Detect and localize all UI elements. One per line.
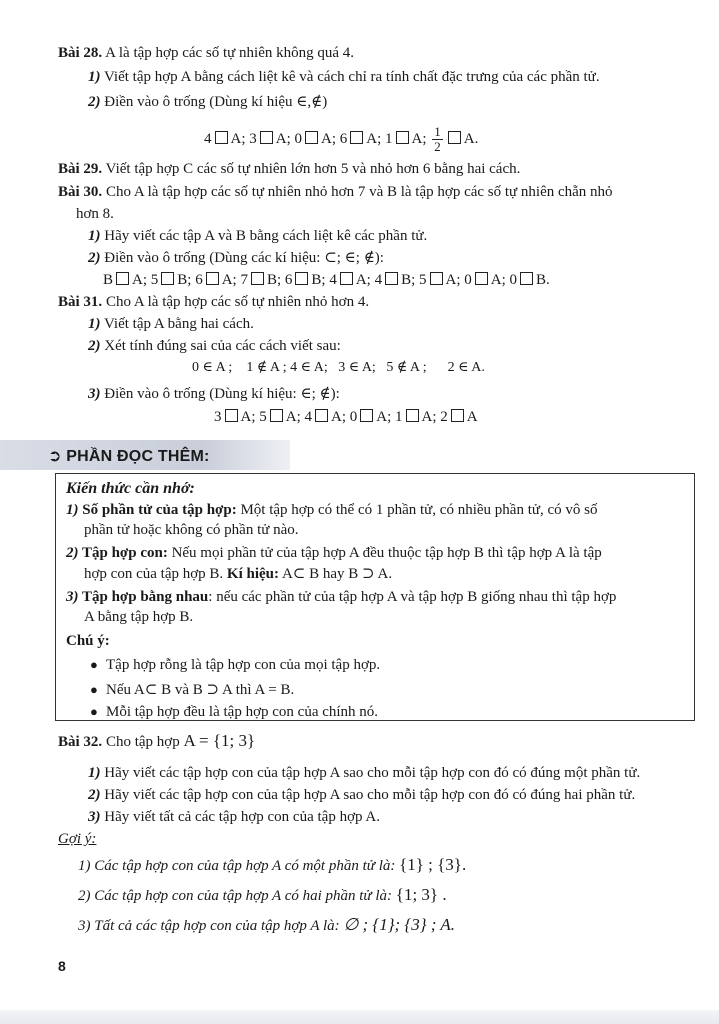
item-text: : nếu các phần tử của tập hợp A và tập hợp B giống nhau thì tập hợp xyxy=(208,589,617,605)
fraction-numerator: 1 xyxy=(434,124,441,139)
item-text: Một tập hợp có thể có 1 phần tử, có nhiều phần tử, có vô số xyxy=(236,502,598,518)
fraction xyxy=(432,125,443,154)
row-part: B; 4 xyxy=(311,272,337,288)
bai31-q1 xyxy=(88,315,254,333)
row-part: A; 0 xyxy=(490,272,518,288)
q-text: Xét tính đúng sai của các cách viết sau: xyxy=(100,338,341,354)
note-item: Tập hợp rỗng là tập hợp con của mọi tập hợp. xyxy=(106,657,381,673)
q-text: Hãy viết tất cả các tập hợp con của tập hợp A. xyxy=(100,809,381,825)
row-part: A; 2 xyxy=(421,409,448,425)
bai30-text: Cho A là tập hợp các số tự nhiên nhỏ hơn 7 và B là tập hợp các số tự nhiên chẵn nhỏ xyxy=(102,184,613,200)
blank-box[interactable] xyxy=(448,131,461,144)
blank-box[interactable] xyxy=(305,131,318,144)
bai32-q3 xyxy=(88,808,380,826)
page-number: 8 xyxy=(58,958,66,974)
bai29-text: Viết tập hợp C các số tự nhiên lớn hơn 5 và nhỏ hơn 6 bằng hai cách. xyxy=(102,161,521,177)
row-part: B xyxy=(103,272,114,288)
q-number: 1) xyxy=(88,765,101,781)
knowledge-item-2 xyxy=(66,544,602,562)
arrow-icon: ➲ xyxy=(48,448,62,465)
blank-box[interactable] xyxy=(385,272,398,285)
blank-box[interactable] xyxy=(225,409,238,422)
blank-box[interactable] xyxy=(295,272,308,285)
note-item: Nếu A⊂ B và B ⊃ A thì A = B. xyxy=(106,682,295,698)
knowledge-item-3-cont: A bằng tập hợp B. xyxy=(84,609,194,625)
q-number: 1) xyxy=(88,316,101,332)
bullet-icon: ● xyxy=(90,657,98,672)
row-part: A; 0 xyxy=(445,272,472,288)
q-text: Điền vào ô trống (Dùng kí hiệu ∈,∉) xyxy=(100,94,328,110)
row-part: B; 6 xyxy=(266,272,293,288)
hint-3 xyxy=(78,916,455,935)
bai32-text: Cho tập hợp xyxy=(102,734,184,750)
blank-box[interactable] xyxy=(475,272,488,285)
bai31-title: Bài 31. xyxy=(58,294,103,310)
q-number: 1) xyxy=(88,69,101,85)
row-part: A; 5 xyxy=(240,409,267,425)
fraction-denominator: 2 xyxy=(434,139,441,154)
note-item: Mỗi tập hợp đều là tập hợp con của chính nó. xyxy=(106,704,379,720)
q-number: 1) xyxy=(88,228,101,244)
blank-box[interactable] xyxy=(360,409,373,422)
q-number: 3) xyxy=(88,386,101,402)
bai29-line xyxy=(58,160,520,178)
row-part: A. xyxy=(463,130,479,147)
item-term: Tập hợp con: xyxy=(78,545,168,561)
hint-sets: ∅ ; {1}; {3} ; A. xyxy=(343,915,455,934)
bai31-q2 xyxy=(88,337,341,355)
blank-box[interactable] xyxy=(430,272,443,285)
hint-text: 1) Các tập hợp con của tập hợp A có một phần tử là: xyxy=(78,858,396,874)
row-part: A xyxy=(466,409,478,425)
item-term: Tập hợp bằng nhau xyxy=(78,589,209,605)
row-part: A; 4 xyxy=(355,272,383,288)
row-part: A; xyxy=(411,130,427,147)
q-text: Điền vào ô trống (Dùng kí hiệu: ∈; ∉): xyxy=(100,386,340,402)
item-number: 1) xyxy=(66,502,79,518)
blank-box[interactable] xyxy=(315,409,328,422)
row-part: B; 5 xyxy=(401,272,427,288)
row-part: A; 4 xyxy=(285,409,312,425)
blank-box[interactable] xyxy=(340,272,353,285)
bai30-q1 xyxy=(88,227,427,245)
blank-box[interactable] xyxy=(451,409,464,422)
bai28-fill-row xyxy=(204,125,478,154)
q-number: 2) xyxy=(88,250,101,266)
row-part: A; 5 xyxy=(132,272,159,288)
q-number: 2) xyxy=(88,338,101,354)
bullet-icon: ● xyxy=(90,704,98,719)
bai31-statements: 0 ∈ A ; 1 ∉ A ; 4 ∈ A; 3 ∈ A; 5 ∉ A ; 2 ∈ A. xyxy=(192,360,485,375)
q-text: Viết tập hợp A bằng cách liệt kê và cách chỉ ra tính chất đặc trưng của các phần tử. xyxy=(100,69,600,85)
q-text: Hãy viết các tập hợp con của tập hợp A sao cho mỗi tập hợp con đó có đúng hai phần tử. xyxy=(100,787,636,803)
row-part: A; 0 xyxy=(275,130,302,147)
item-term: Số phần tử của tập hợp: xyxy=(78,502,237,518)
hint-2 xyxy=(78,886,447,905)
item-symbol-label: Kí hiệu: xyxy=(226,566,280,582)
section-title-text: PHẦN ĐỌC THÊM: xyxy=(66,448,210,465)
row-part: A; 3 xyxy=(230,130,257,147)
page-bottom-edge xyxy=(0,1010,719,1024)
row-part: A; 6 xyxy=(321,130,348,147)
knowledge-item-1 xyxy=(66,501,598,519)
hint-1 xyxy=(78,856,466,875)
bai30-fill-row xyxy=(103,271,550,289)
knowledge-item-2-cont xyxy=(84,565,392,583)
q-text: Hãy viết các tập hợp con của tập hợp A sao cho mỗi tập hợp con đó có đúng một phần tử. xyxy=(100,765,641,781)
blank-box[interactable] xyxy=(206,272,219,285)
bai31-fill-row xyxy=(214,408,478,426)
row-part: A; 7 xyxy=(221,272,248,288)
blank-box[interactable] xyxy=(215,131,228,144)
bai28-text: A là tập hợp các số tự nhiên không quá 4. xyxy=(102,45,355,61)
blank-box[interactable] xyxy=(396,131,409,144)
bai28-title: Bài 28. xyxy=(58,45,103,61)
knowledge-heading: Kiến thức cần nhớ: xyxy=(66,480,195,497)
row-part: A; 0 xyxy=(331,409,358,425)
row-part: B. xyxy=(536,272,550,288)
knowledge-item-1-cont: phần tử hoặc không có phần tử nào. xyxy=(84,522,299,538)
q-number: 3) xyxy=(88,809,101,825)
bai28-q2 xyxy=(88,93,327,111)
bai32-q2 xyxy=(88,786,635,804)
q-number: 2) xyxy=(88,94,101,110)
blank-box[interactable] xyxy=(251,272,264,285)
hint-text: 2) Các tập hợp con của tập hợp A có hai phần tử là: xyxy=(78,888,393,904)
blank-box[interactable] xyxy=(116,272,129,285)
note-heading: Chú ý: xyxy=(66,633,110,649)
q-text: Viết tập A bằng hai cách. xyxy=(100,316,254,332)
row-part: A; 1 xyxy=(376,409,403,425)
knowledge-item-3 xyxy=(66,588,616,606)
bai31-line xyxy=(58,293,369,311)
hint-sets: {1; 3} . xyxy=(395,885,447,904)
bai28-line xyxy=(58,44,354,62)
bai30-line xyxy=(58,183,613,201)
q-text: Hãy viết các tập A và B bằng cách liệt kê các phần tử. xyxy=(100,228,428,244)
hint-text: 3) Tất cả các tập hợp con của tập hợp A là: xyxy=(78,918,340,934)
bai31-q3 xyxy=(88,385,340,403)
q-number: 2) xyxy=(88,787,101,803)
set-expression: A = {1; 3} xyxy=(183,731,256,750)
row-part: 3 xyxy=(214,409,222,425)
row-part: B; 6 xyxy=(177,272,203,288)
bai31-text: Cho A là tập hợp các số tự nhiên nhỏ hơn 4. xyxy=(102,294,370,310)
blank-box[interactable] xyxy=(350,131,363,144)
item-text: Nếu mọi phần tử của tập hợp A đều thuộc tập hợp B thì tập hợp A là tập xyxy=(167,545,602,561)
blank-box[interactable] xyxy=(406,409,419,422)
q-text: Điền vào ô trống (Dùng các kí hiệu: ⊂; ∈; ∉): xyxy=(100,250,384,266)
row-part: A; 1 xyxy=(366,130,393,147)
row-part: 4 xyxy=(204,130,212,147)
bai30-line2: hơn 8. xyxy=(76,206,114,222)
bai30-title: Bài 30. xyxy=(58,184,103,200)
bai32-line xyxy=(58,732,255,751)
hint-label: Gợi ý: xyxy=(58,831,97,847)
blank-box[interactable] xyxy=(260,131,273,144)
bai28-q1 xyxy=(88,68,600,86)
blank-box[interactable] xyxy=(270,409,283,422)
bai32-q1 xyxy=(88,764,640,782)
bullet-icon: ● xyxy=(90,682,98,697)
blank-box[interactable] xyxy=(520,272,533,285)
item-text: A⊂ B hay B ⊃ A. xyxy=(279,566,393,582)
hint-sets: {1} ; {3}. xyxy=(399,855,467,874)
bai32-title: Bài 32. xyxy=(58,734,103,750)
item-text: hợp con của tập hợp B. xyxy=(84,566,227,582)
bai30-q2 xyxy=(88,249,384,267)
blank-box[interactable] xyxy=(161,272,174,285)
item-number: 2) xyxy=(66,545,79,561)
section-title xyxy=(48,446,210,466)
bai29-title: Bài 29. xyxy=(58,161,103,177)
item-number: 3) xyxy=(66,589,79,605)
